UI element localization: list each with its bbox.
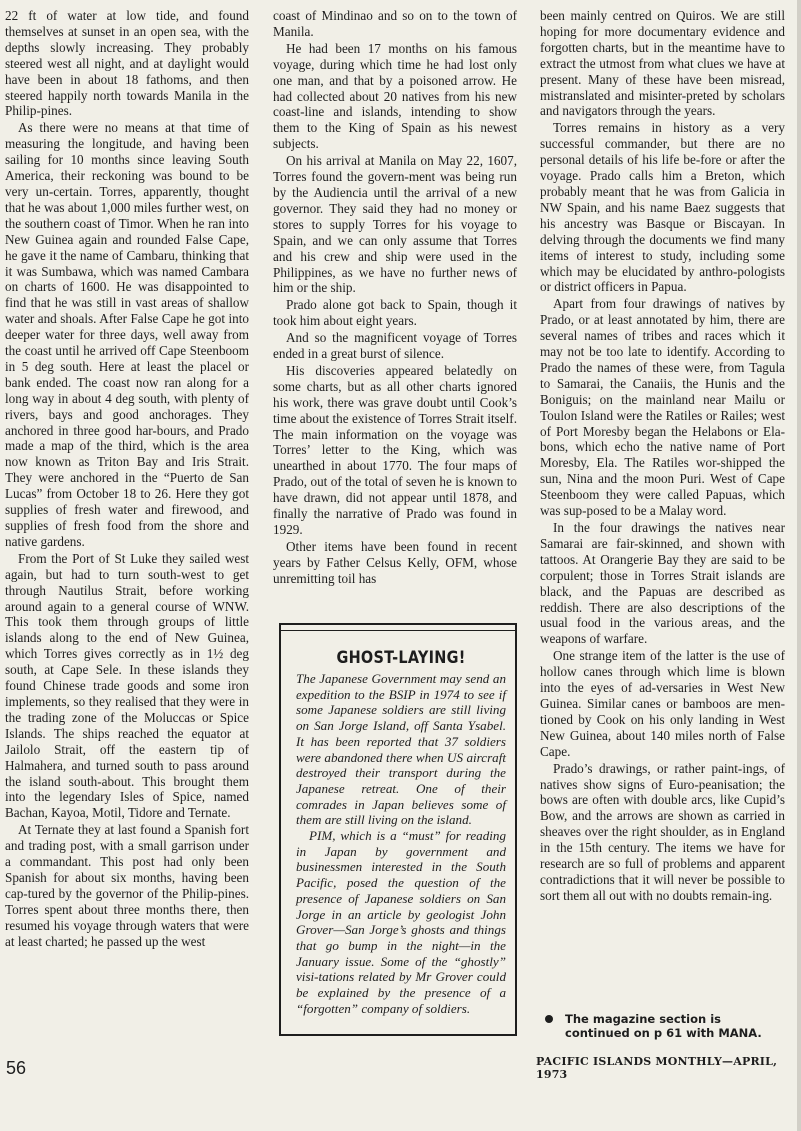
- paragraph: Prado’s drawings, or rather paint-ings, of natives show signs of Euro-peanisation; the bows are often with double arcs, like Cupid’s Bow, and the arrows are shown as carried in sheaves over the right shoulder, as in England in the 15th century. The items we have for research are so full of problems and apparent contradictions that it will never be possible to sort them all out with no doubts remain-ing.: [540, 760, 785, 903]
- paragraph: Apart from four drawings of natives by Prado, or at least annotated by him, there are several names of tribes and races which it may not be too late to identify. According to Prado the names of these were, from Tagula to Samarai, the Canaiis, the Hunis and the Boniguis; on the mainland near Mailu or Toulon Island were the Ratiles or Railes; west of Port Moresby began the Helabons or Ela-bons, which echo the native name of Port Moresby, Ela. The Ratiles wor-shipped the sun, Nina and the moon Puri. West of Cape Steenboom they were called Papuas, which was sup-posed to be a Malay word.: [540, 296, 785, 519]
- paragraph: been mainly centred on Quiros. We are still hoping for more documentary evidence and forgotten charts, but in the meantime have to extract the utmost from what clues we have at present. Many of these have been misread, mistranslated and misinter-preted by scholars and navigators through the years.: [540, 8, 785, 119]
- page-number: 56: [6, 1058, 27, 1078]
- paragraph: His discoveries appeared belatedly on some charts, but as all other charts ignored his work, there was grave doubt until Cook’s time about the existence of Torres Strait itself. The main information on the voyage was Torres’ letter to the King, which was unearthed in about 1770. The four maps of Prado, out of the total of seven he is known to have drawn, did not appear until 1878, and finally the narrative of Prado was found in 1929.: [273, 362, 517, 537]
- paragraph: He had been 17 months on his famous voyage, during which time he had lost only one man, and that by a poisoned arrow. He had collected about 20 natives from his new coast-line and islands, intending to show them to the King of Spain as his newest subjects.: [273, 40, 517, 152]
- paragraph: From the Port of St Luke they sailed west again, but had to turn south-west to get through Nautilus Strait, before working around again to a general course of WNW. This took them through groups of little islands along to the end of New Guinea, which Torres gives correctly as in 1½ deg south, at Cape Sele. In these islands they found Chinese trade goods and some iron implements, so they realised that they were in the trading zone of the Moluccas or Spice Islands. The ships reached the equator at Jailolo Strait, off the eastern tip of Halmahera, and turned south to pass around the island south-about. This brought them into the legendary Isles of Spice, named Bachan, Kayoa, Motil, Tidore and Ternate.: [5, 550, 249, 821]
- article-column-1: [5, 8, 249, 950]
- paragraph: One strange item of the latter is the use of hollow canes through which lime is blown into the eyes of ad-versaries in West New Guinea. Similar canes or bamboos are men-tioned by Cook on his only landing in West New Guinea, about 140 miles north of False Cape.: [540, 648, 785, 759]
- page-edge: [797, 0, 801, 1131]
- paragraph: On his arrival at Manila on May 22, 1607, Torres found the govern-ment was being run by the Audiencia until the arrival of a new governor. They said they had no money or stores to supply Torres for his voyage to Spain, and we can only assume that Torres and his crew and ship were used in the Philippines, as we have no further news of him or the ship.: [273, 153, 517, 296]
- bullet-icon: [545, 1015, 553, 1023]
- paragraph: As there were no means at that time of measuring the longitude, and having been sailing for 10 months since leaving South America, their reckoning was bound to be very un-certain. Torres, apparently, thought that he was about 1,000 miles further west, on the southern coast of Timor. When he ran into New Guinea again and rounded False Cape, he gave it the name of Cambaru, thinking that it was Sumbawa, which was named Cambara on charts of 1600. He was disappointed to find that he was still in vast areas of shallow water and shoals. After False Cape he got into deeper water for three days, well away from the coast until he arrived off Cape Steenboom in 5 deg south. Here at least the placel or bank ended. The coast now ran along for a long way in about 4 deg south, with plenty of rivers, bays and good anchorages. They anchored in three good har-bours, and Prado made a map of the third, which is the area now known as Triton Bay and Iris Strait. They were anchored in the “Puerto de San Lucas” from October 18 to 26. Here they got supplies of fresh water and firewood, and supplies of fresh food from the shore and native gardens.: [5, 120, 249, 549]
- paragraph: coast of Mindinao and so on to the town of Manila.: [273, 8, 517, 39]
- box-paragraph: The Japanese Government may send an expedition to the BSIP in 1974 to see if some Japanese soldiers are still living on San Jorge Island, off Santa Ysabel. It has been reported that 37 soldiers were abandoned there when US aircraft destroyed their transport during the Japanese retreat. One of their comrades in Japan believes some of them are still living on the island.: [296, 671, 506, 828]
- running-footer: PACIFIC ISLANDS MONTHLY—APRIL, 1973: [536, 1055, 778, 1081]
- continuation-note: [542, 1012, 782, 1040]
- continuation-text: The magazine section is continued on p 61 with MANA.: [565, 1012, 762, 1040]
- paragraph: In the four drawings the natives near Samarai are fair-skinned, and shown with tattoos. At Orangerie Bay they are said to be corpulent; those in Torres Strait islands are black, and the Papuas are described as reddish. There are also descriptions of the usual food in the various areas, and the weapons of warfare.: [540, 520, 785, 647]
- paragraph: Other items have been found in recent years by Father Celsus Kelly, OFM, whose unremitting toil has: [273, 538, 517, 586]
- paragraph: Prado alone got back to Spain, though it took him about eight years.: [273, 297, 517, 329]
- article-column-2: [273, 8, 517, 588]
- box-top-rule: [281, 630, 515, 631]
- article-column-3: [540, 8, 785, 905]
- paragraph: At Ternate they at last found a Spanish fort and trading post, with a small garrison under a commandant. This post had only been Spanish for about six months, having been cap-tured by the governor of the Philip-pines. Torres spent about three months there, then resumed his voyage through waters that were at least charted; he passed up the west: [5, 822, 249, 949]
- sidebar-box-ghost-laying: [279, 623, 517, 1036]
- paragraph: And so the magnificent voyage of Torres ended in a great burst of silence.: [273, 330, 517, 362]
- paragraph: Torres remains in history as a very successful commander, but there are no personal details of his life be-fore or after the voyage. Prado calls him a Breton, which probably meant that he was from Galicia in NW Spain, and his name Baez suggests that his ancestry was Basque or Biscayan. In delving through the documents we find many items of interest to study, including some which may be elucidated by anthro-pologists or district officers in Papua.: [540, 120, 785, 295]
- box-paragraph: PIM, which is a “must” for reading in Japan by government and businessmen interested in the South Pacific, posed the question of the presence of Japanese soldiers on San Jorge in an article by geologist John Grover—San Jorge’s ghosts and things that go bump in the night—in the January issue. Some of the “ghostly” visi-tations related by Mr Grover could be explained by the presence of a “forgotten” company of soldiers.: [296, 828, 506, 1016]
- box-title: GHOST-LAYING!: [336, 648, 466, 668]
- paragraph: 22 ft of water at low tide, and found themselves at sunset in an open sea, with the depths slowly increasing. They probably steered west all night, and at daylight would have been in about 18 fathoms, and then steered happily north towards Manila in the Philip-pines.: [5, 8, 249, 119]
